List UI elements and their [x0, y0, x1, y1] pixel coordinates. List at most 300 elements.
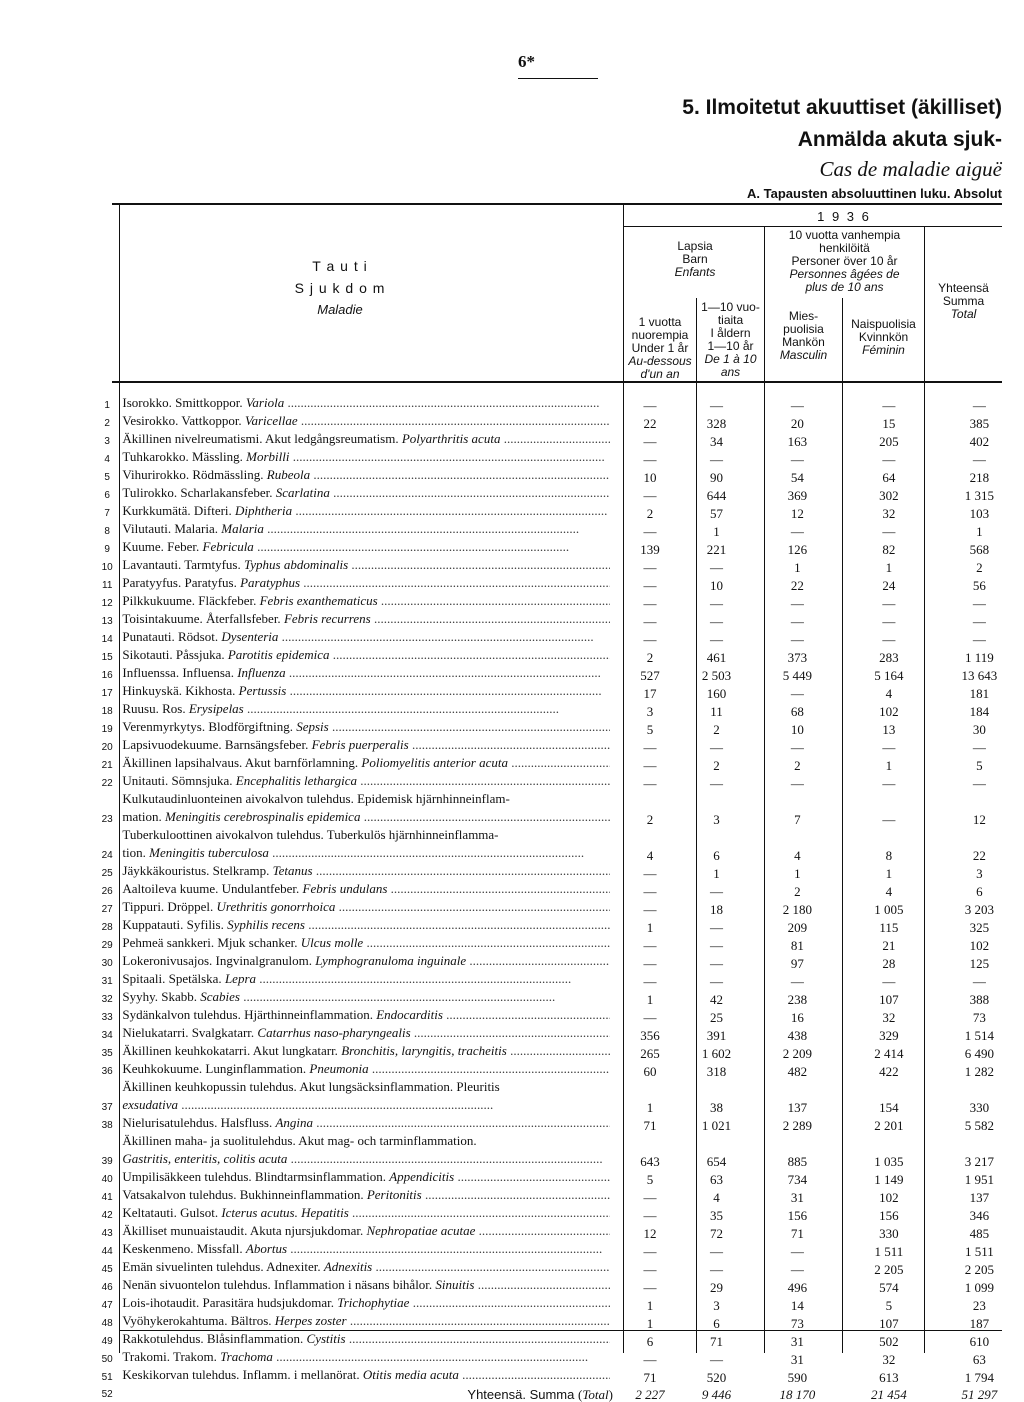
disease-name	[118, 521, 619, 539]
row-number: 25	[101, 868, 113, 879]
cell-value: 3	[646, 704, 654, 719]
row-number: 32	[101, 994, 113, 1005]
disease-name	[118, 917, 619, 935]
row-number: 49	[101, 1336, 113, 1347]
cell-value: 1	[646, 1298, 654, 1313]
disease-name	[118, 701, 619, 719]
cell-value: 6 490	[964, 1046, 995, 1061]
row-number: 22	[101, 778, 113, 789]
cell-value: 31	[790, 1334, 804, 1349]
cell-value: —	[643, 578, 657, 593]
cell-value: 73	[972, 1010, 986, 1025]
page-number-rule	[518, 78, 598, 79]
cell-value: 102	[879, 1190, 899, 1205]
cell-value: —	[710, 1262, 724, 1277]
row-number: 34	[101, 1030, 113, 1041]
cell-value: —	[643, 524, 657, 539]
disease-name-fi-sv: Äkillinen lapsihalvaus. Akut barnförlamning.	[122, 755, 362, 770]
disease-name-fi-sv: Pilkkukuume. Fläckfeber.	[122, 593, 260, 608]
cell-value: 156	[879, 1208, 899, 1223]
disease-name-latin: Icterus acutus. Hepatitis	[221, 1205, 349, 1220]
cell-value: 613	[879, 1370, 899, 1385]
disease-name-latin: Trachoma	[220, 1349, 273, 1364]
cell-value: 5 449	[782, 668, 813, 683]
disease-name-fi-sv: Keskikorvan tulehdus. Inflamm. i mellanörat.	[122, 1367, 363, 1382]
disease-name-fi-sv: Vesirokko. Vattkoppor.	[122, 413, 245, 428]
disease-name-latin: Erysipelas	[188, 701, 244, 716]
cell-value: 568	[969, 542, 990, 557]
disease-name-latin: Febris undulans	[302, 881, 388, 896]
cell-value: 3 203	[964, 902, 995, 917]
cell-value: 20	[790, 416, 804, 431]
disease-name-fi-sv: tion.	[122, 845, 150, 860]
disease-name-latin: Lymphogranuloma inguinale	[315, 953, 467, 968]
table-row	[96, 1115, 1024, 1133]
cell-value: 218	[969, 470, 990, 485]
disease-name	[118, 431, 619, 449]
cell-value: 1 119	[965, 650, 994, 665]
disease-name	[118, 467, 619, 485]
table-row	[96, 719, 1024, 737]
table-row	[96, 737, 1024, 755]
disease-name-fi-sv: Isorokko. Smittkoppor.	[122, 395, 246, 410]
disease-name-fi-sv: Syyhy. Skabb.	[122, 989, 201, 1004]
cell-value: 643	[640, 1154, 660, 1169]
cell-value: —	[710, 776, 724, 791]
disease-name	[118, 1151, 619, 1169]
cell-value: —	[972, 596, 986, 611]
row-number: 18	[101, 706, 113, 717]
cell-value: 13 643	[961, 668, 998, 683]
disease-name-fi-sv: Vyöhykerokahtuma. Bältros.	[122, 1313, 275, 1328]
cell-value: —	[790, 1262, 804, 1277]
row-number: 39	[101, 1156, 113, 1167]
row-number: 2	[104, 418, 110, 429]
cell-value: —	[643, 956, 657, 971]
cell-value: 5	[976, 758, 983, 773]
table-row	[96, 1187, 1024, 1205]
cell-value: 29	[710, 1280, 724, 1295]
cell-value: —	[643, 398, 657, 413]
disease-name-latin: Abortus	[245, 1241, 288, 1256]
cell-value: 71	[643, 1370, 657, 1385]
cell-value: 38	[710, 1100, 724, 1115]
cell-value: —	[972, 740, 986, 755]
cell-value: —	[643, 614, 657, 629]
cell-value: 139	[640, 542, 660, 557]
disease-name-latin: Pneumonia	[309, 1061, 369, 1076]
row-number: 19	[101, 724, 113, 735]
cell-value: 102	[879, 704, 899, 719]
cell-value: —	[643, 1190, 657, 1205]
cell-value: 102	[969, 938, 990, 953]
cell-value: 2 209	[782, 1046, 813, 1061]
disease-name-latin: Polyarthritis acuta	[401, 431, 501, 446]
disease-name	[118, 1043, 619, 1061]
head-male: Mies- puolisia Mankön Masculin	[779, 309, 828, 362]
disease-name	[118, 503, 619, 521]
disease-name-latin: Sepsis	[296, 719, 329, 734]
disease-name-line: Äkillinen keuhkopussin tulehdus. Akut lungsäcksinflammation. Pleuritis	[122, 1079, 500, 1094]
cell-value: 485	[969, 1226, 990, 1241]
cell-value: 1	[713, 524, 720, 539]
cell-value: —	[643, 1262, 657, 1277]
cell-value: 1 149	[874, 1172, 904, 1187]
disease-name	[118, 1205, 619, 1223]
cell-value: 156	[787, 1208, 808, 1223]
row-number: 31	[101, 976, 113, 987]
cell-value: —	[790, 1244, 804, 1259]
cell-value: —	[643, 776, 657, 791]
disease-name-latin: Trichophytiae	[337, 1295, 410, 1310]
cell-value: —	[882, 974, 896, 989]
table-row	[96, 1277, 1024, 1295]
disease-name-latin: Pertussis	[238, 683, 287, 698]
cell-value: 302	[879, 488, 899, 503]
cell-value: 385	[969, 416, 990, 431]
disease-name-fi-sv: Rakkotulehdus. Blåsinflammation.	[122, 1331, 307, 1346]
cell-value: —	[710, 974, 724, 989]
cell-value: 17	[643, 686, 657, 701]
disease-name-fi-sv: Verenmyrkytys. Blodförgiftning.	[122, 719, 297, 734]
cell-value: —	[710, 884, 724, 899]
disease-name-line: Äkillinen maha- ja suolitulehdus. Akut mag- och tarminflammation.	[122, 1133, 477, 1148]
cell-value: 1	[646, 1100, 654, 1115]
cell-value: 325	[969, 920, 990, 935]
disease-name-latin: Catarrhus naso-pharyngealis	[257, 1025, 411, 1040]
cell-value: 1	[646, 920, 654, 935]
cell-value: —	[643, 902, 657, 917]
cell-value: —	[972, 776, 986, 791]
disease-name-fi-sv: Paratyyfus. Paratyfus.	[122, 575, 241, 590]
table-row	[96, 917, 1024, 935]
disease-name-latin: Urethritis gonorrhoica	[216, 899, 336, 914]
disease-name-fi-sv: Toisintakuume. Återfallsfeber.	[122, 611, 284, 626]
disease-name-latin: Dysenteria	[221, 629, 279, 644]
table-row	[96, 755, 1024, 773]
row-number: 36	[101, 1066, 113, 1077]
disease-name	[118, 1367, 619, 1385]
table-row	[96, 1025, 1024, 1043]
row-number: 1	[104, 400, 110, 411]
disease-name	[118, 1115, 619, 1133]
cell-value: 187	[969, 1316, 990, 1331]
cell-value: 103	[969, 506, 990, 521]
cell-value: 574	[879, 1280, 899, 1295]
disease-name-latin: Febris recurrens	[283, 611, 371, 626]
cell-value: 72	[710, 1226, 724, 1241]
table-row	[96, 413, 1024, 431]
cell-value: 2 205	[964, 1262, 995, 1277]
disease-name	[118, 683, 619, 701]
disease-name-fi-sv: Kuume. Feber.	[122, 539, 203, 554]
table-row	[96, 665, 1024, 683]
row-number: 29	[101, 940, 113, 951]
disease-name-line: Tuberkuloottinen aivokalvon tulehdus. Tuberkulös hjärnhinneinflamma-	[122, 827, 499, 842]
cell-value: 496	[787, 1280, 808, 1295]
cell-value: —	[710, 632, 724, 647]
disease-name	[118, 1097, 619, 1115]
cell-value: 2 205	[874, 1262, 904, 1277]
disease-name	[118, 1223, 619, 1241]
disease-name	[118, 1349, 619, 1367]
cell-value: 22	[643, 416, 657, 431]
cell-value: 5	[885, 1298, 893, 1313]
cell-value: 438	[787, 1028, 808, 1043]
cell-value: 318	[706, 1064, 727, 1079]
cell-value: 1	[885, 758, 893, 773]
cell-value: —	[790, 632, 804, 647]
table-row	[96, 485, 1024, 503]
cell-value: —	[643, 434, 657, 449]
row-number: 41	[101, 1192, 113, 1203]
cell-value: 32	[882, 506, 896, 521]
head-adults: 10 vuotta vanhempia henkilöitä Personer över 10 år Personnes âgées de plus de 10 ans	[788, 228, 901, 294]
table-row	[96, 593, 1024, 611]
disease-name-fi-sv: Hinkuyskä. Kikhosta.	[122, 683, 239, 698]
row-number: 37	[101, 1102, 113, 1113]
disease-name-fi-sv: Keltatauti. Gulsot.	[122, 1205, 222, 1220]
head-year: 1 9 3 6	[817, 209, 871, 224]
cell-value: 6	[713, 1316, 720, 1331]
cell-value: 1	[646, 992, 654, 1007]
disease-name	[118, 719, 619, 737]
cell-value: 221	[706, 542, 727, 557]
disease-name-fi-sv: Vihurirokko. Rödmässling.	[122, 467, 267, 482]
disease-name-line: Kulkutaudinluonteinen aivokalvon tulehdus. Epidemisk hjärnhinneinflam-	[122, 791, 510, 806]
cell-value: 590	[787, 1370, 808, 1385]
cell-value: 15	[882, 416, 896, 431]
disease-name-latin: Ulcus molle	[300, 935, 364, 950]
row-number: 23	[101, 814, 113, 825]
cell-value: 520	[706, 1370, 727, 1385]
disease-name-latin: Bronchitis, laryngitis, tracheitis	[341, 1043, 507, 1058]
cell-value: 137	[969, 1190, 990, 1205]
row-number: 38	[101, 1120, 113, 1131]
cell-value: 68	[790, 704, 804, 719]
cell-value: —	[710, 956, 724, 971]
table-row	[96, 1241, 1024, 1259]
table-row	[96, 1043, 1024, 1061]
cell-value: —	[882, 740, 896, 755]
cell-value: —	[710, 596, 724, 611]
row-number: 16	[101, 670, 113, 681]
cell-value: 160	[706, 686, 727, 701]
cell-value: —	[790, 524, 804, 539]
disease-name-fi-sv: Äkillinen keuhkokatarri. Akut lungkatarr.	[122, 1043, 342, 1058]
disease-name-fi-sv: Nielurisatulehdus. Halsfluss.	[122, 1115, 276, 1130]
disease-name-latin: Gastritis, enteritis, colitis acuta	[122, 1151, 288, 1166]
cell-value: 1	[885, 560, 893, 575]
disease-name-latin: Paratyphus	[240, 575, 301, 590]
cell-value: 3 217	[964, 1154, 995, 1169]
disease-name	[118, 611, 619, 629]
table-row	[96, 845, 1024, 863]
cell-value: 32	[882, 1010, 896, 1025]
disease-name	[118, 647, 619, 665]
row-number: 11	[102, 580, 113, 591]
row-number: 40	[101, 1174, 113, 1185]
disease-name	[118, 629, 619, 647]
cell-value: 2 503	[701, 668, 732, 683]
cell-value: 24	[882, 578, 896, 593]
row-number: 51	[101, 1372, 113, 1383]
cell-value: 21	[882, 938, 896, 953]
cell-value: 60	[643, 1064, 657, 1079]
cell-value: 1	[713, 866, 720, 881]
disease-name	[118, 413, 619, 431]
cell-value: 10	[710, 578, 724, 593]
head-total: Yhteensä Summa Total	[938, 281, 989, 321]
cell-value: —	[972, 974, 986, 989]
cell-value: 2 414	[874, 1046, 904, 1061]
cell-value: 1 035	[874, 1154, 904, 1169]
table-row	[96, 935, 1024, 953]
disease-name	[118, 665, 619, 683]
cell-value: 734	[787, 1172, 808, 1187]
disease-name-latin: Angina	[275, 1115, 314, 1130]
cell-value: —	[882, 524, 896, 539]
row-number: 50	[101, 1354, 113, 1365]
cell-value: 2	[646, 650, 654, 665]
row-number: 47	[101, 1300, 113, 1311]
disease-name-latin: Poliomyelitis anterior acuta	[361, 755, 508, 770]
disease-name-latin: Cystitis	[306, 1331, 346, 1346]
cell-value: 654	[706, 1154, 727, 1169]
row-number: 48	[101, 1318, 113, 1329]
cell-value: —	[882, 776, 896, 791]
cell-value: 126	[787, 542, 808, 557]
cell-value: —	[710, 1244, 724, 1259]
cell-value: 14	[790, 1298, 804, 1313]
cell-value: —	[643, 974, 657, 989]
cell-value: 11	[710, 704, 723, 719]
page-number: 6*	[518, 52, 535, 71]
disease-name-fi-sv: Spitaali. Spetälska.	[122, 971, 225, 986]
cell-value: 2	[794, 884, 801, 899]
cell-value: 391	[706, 1028, 727, 1043]
total-value: 18 170	[779, 1387, 816, 1402]
disease-name-latin: Diphtheria	[235, 503, 293, 518]
cell-value: 8	[885, 848, 893, 863]
row-number: 17	[101, 688, 113, 699]
disease-table	[96, 395, 1024, 1402]
cell-value: 373	[787, 650, 808, 665]
disease-name-fi-sv: Tuhkarokko. Mässling.	[122, 449, 247, 464]
table-row	[96, 557, 1024, 575]
cell-value: 1 951	[964, 1172, 995, 1187]
cell-value: —	[643, 866, 657, 881]
row-number: 28	[101, 922, 113, 933]
table-row	[96, 1313, 1024, 1331]
table-row	[96, 395, 1024, 413]
cell-value: —	[643, 1244, 657, 1259]
disease-name-fi-sv: Kurkkumätä. Difteri.	[122, 503, 236, 518]
disease-name	[118, 395, 619, 413]
cell-value: —	[710, 938, 724, 953]
row-number: 42	[101, 1210, 113, 1221]
cell-value: 10	[790, 722, 804, 737]
row-number: 45	[101, 1264, 113, 1275]
table-row	[96, 467, 1024, 485]
disease-name-fi-sv: Trakomi. Trakom.	[122, 1349, 221, 1364]
cell-value: 16	[790, 1010, 804, 1025]
cell-value: 71	[790, 1226, 804, 1241]
cell-value: 115	[879, 920, 899, 935]
cell-value: —	[972, 398, 986, 413]
cell-value: 369	[787, 488, 808, 503]
cell-value: 125	[969, 956, 990, 971]
cell-value: 71	[643, 1118, 657, 1133]
disease-name-fi-sv: Lavantauti. Tarmtyfus.	[122, 557, 244, 572]
disease-name-latin: Typhus abdominalis	[244, 557, 349, 572]
total-value: 2 227	[635, 1387, 665, 1402]
cell-value: —	[710, 740, 724, 755]
cell-value: 12	[643, 1226, 657, 1241]
row-number: 20	[101, 742, 113, 753]
cell-value: 4	[646, 848, 654, 863]
table-row	[96, 953, 1024, 971]
head-under1: 1 vuotta nuorempia Under 1 år Au-dessous d'un an	[628, 315, 692, 381]
table-row-continued	[96, 791, 1024, 809]
disease-name	[118, 575, 619, 593]
cell-value: 63	[972, 1352, 986, 1367]
disease-name-fi-sv: Keskenmeno. Missfall.	[122, 1241, 246, 1256]
cell-value: 1 282	[964, 1064, 995, 1079]
table-row	[96, 1349, 1024, 1367]
row-number: 7	[104, 508, 110, 519]
row-number: 52	[101, 1389, 113, 1401]
disease-name	[118, 899, 619, 917]
cell-value: 265	[640, 1046, 660, 1061]
disease-name-fi-sv: Tulirokko. Scharlakansfeber.	[122, 485, 276, 500]
disease-name	[118, 1277, 619, 1295]
row-number: 12	[101, 598, 113, 609]
cell-value: 42	[710, 992, 724, 1007]
disease-name-fi-sv: mation.	[122, 809, 165, 824]
table-row	[96, 539, 1024, 557]
table-row	[96, 521, 1024, 539]
disease-name-latin: Scarlatina	[275, 485, 330, 500]
cell-value: 3	[713, 1298, 720, 1313]
table-row	[96, 1223, 1024, 1241]
disease-name-latin: Tetanus	[272, 863, 313, 878]
cell-value: 184	[969, 704, 990, 719]
cell-value: 3	[976, 866, 983, 881]
cell-value: 502	[879, 1334, 899, 1349]
disease-name	[118, 1025, 619, 1043]
cell-value: —	[643, 884, 657, 899]
disease-name-fi-sv: Unitauti. Sömnsjuka.	[122, 773, 236, 788]
disease-name-latin: exsudativa	[122, 1097, 178, 1112]
row-number: 44	[101, 1246, 113, 1257]
cell-value: —	[643, 1352, 657, 1367]
cell-value: 356	[640, 1028, 660, 1043]
cell-value: 18	[710, 902, 724, 917]
disease-name	[118, 737, 619, 755]
cell-value: —	[882, 596, 896, 611]
cell-value: 482	[787, 1064, 808, 1079]
row-number: 15	[101, 652, 113, 663]
disease-name-latin: Malaria	[221, 521, 264, 536]
disease-name-latin: Morbilli	[246, 449, 290, 464]
cell-value: —	[790, 614, 804, 629]
cell-value: —	[972, 632, 986, 647]
cell-value: 388	[969, 992, 990, 1007]
cell-value: —	[643, 740, 657, 755]
cell-value: 107	[879, 1316, 899, 1331]
cell-value: 1	[885, 866, 893, 881]
